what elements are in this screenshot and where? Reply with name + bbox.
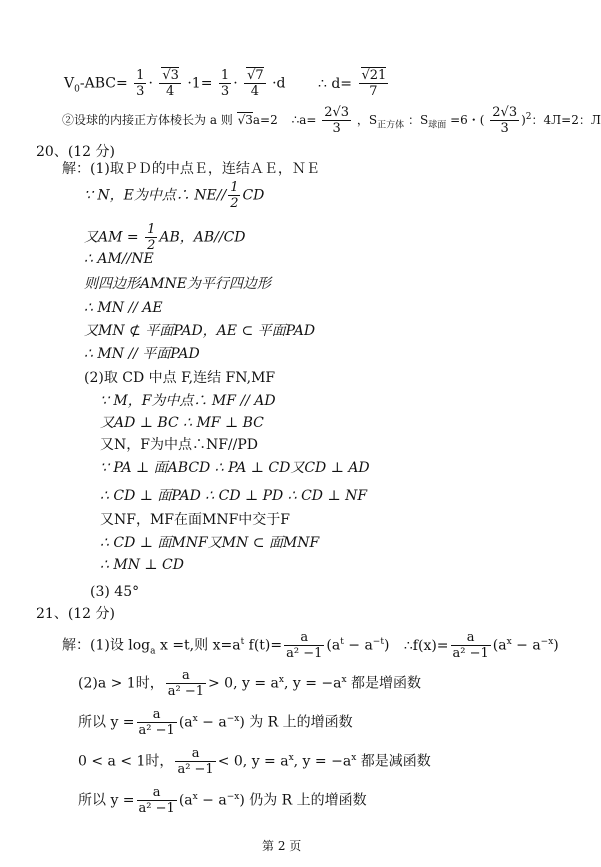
s20-line-6: ∴ MN // AE: [84, 300, 163, 316]
s20-line-13: ∵ PA ⊥ 面ABCD ∴ PA ⊥ CD又CD ⊥ AD: [100, 460, 370, 476]
s20-line-16: ∴ CD ⊥ 面MNF又MN ⊂ 面MNF: [100, 535, 320, 551]
s20-line-15: 又NF，MF在面MNF中交于F: [100, 512, 291, 528]
s20-line-11: 又AD ⊥ BC ∴ MF ⊥ BC: [100, 415, 264, 431]
s21-line-5: 所以 y = $\frac{a}{\text{a² −1}}$ $(a^x - a^{-x})$ 仍为 R 上的增函数: [78, 785, 367, 816]
s21-line-4: 0 < a < 1时， $\frac{a}{\text{a² −1}}$ < 0, $y = a^x$, $y = -a^x$ 都是减函数: [78, 746, 431, 777]
s20-line-4: ∴ AM//NE: [84, 251, 154, 267]
q20-heading: 20、(12 分): [36, 144, 116, 160]
s20-line-8: ∴ MN // 平面PAD: [84, 346, 200, 362]
cube-sphere-ratio: ②设球的内接正方体棱长为 a 则 √3a=2 ∴a= $\frac{2√3}{3}$ ，$S_{正方体}$ ：$S_{球面} =6$・( $\frac{2√3}{3}$ )$^2$：4Л=2：Л: [62, 105, 601, 136]
s20-line-14: ∴ CD ⊥ 面PAD ∴ CD ⊥ PD ∴ CD ⊥ NF: [100, 488, 368, 504]
s21-line-3: 所以 y = $\frac{a}{\text{a² −1}}$ $(a^x - a^{-x})$ 为 R 上的增函数: [78, 707, 353, 738]
page-number: 第 2 页: [262, 839, 302, 853]
s20-line-7: 又MN ⊄ 平面PAD，AE ⊂ 平面PAD: [84, 323, 316, 339]
s20-line-10: ∵ M，F为中点∴ MF // AD: [100, 393, 276, 409]
s20-line-18: (3) 45°: [90, 584, 140, 600]
s20-line-5: 则四边形AMNE为平行四边形: [84, 276, 271, 292]
s20-line-3: 又AM = $\frac{1}{2}$ AB，AB//CD: [84, 222, 246, 253]
s20-line-9: (2)取 CD 中点 F,连结 FN,MF: [84, 370, 276, 386]
s20-line-2: ∵ N，E为中点∴ NE// $\frac{1}{2}$ CD: [84, 180, 265, 211]
q21-heading: 21、(12 分): [36, 606, 116, 622]
s20-line-1: 解：(1)取ＰＤ的中点Ｅ，连结ＡＥ，ＮＥ: [62, 161, 320, 177]
s20-line-17: ∴ MN ⊥ CD: [100, 557, 184, 573]
volume-equation: $V_0-ABC=$ $\frac{1}{3}$ · $\frac{√3}{4}$ ·1= $\frac{1}{3}$ · $\frac{√7}{4}$ ·d ∴ d= $\frac{√21}{7}$: [64, 68, 387, 99]
s21-line-2: (2)a > 1时， $\frac{a}{\text{a² −1}}$ > 0, $y = a^x$, $y = -a^x$ 都是增函数: [78, 668, 421, 699]
s21-line-1: 解：(1)设 $\log_a x =t$,则 $x=a^t$ f(t)= $\frac{a}{\text{a² −1}}$ $(a^t - a^{-t})$ ∴f(x)= $\frac{a}{\text{a² −1}}$ $(a^x - a^{-x})$: [62, 630, 559, 661]
s20-line-12: 又N，F为中点∴NF//PD: [100, 437, 259, 453]
